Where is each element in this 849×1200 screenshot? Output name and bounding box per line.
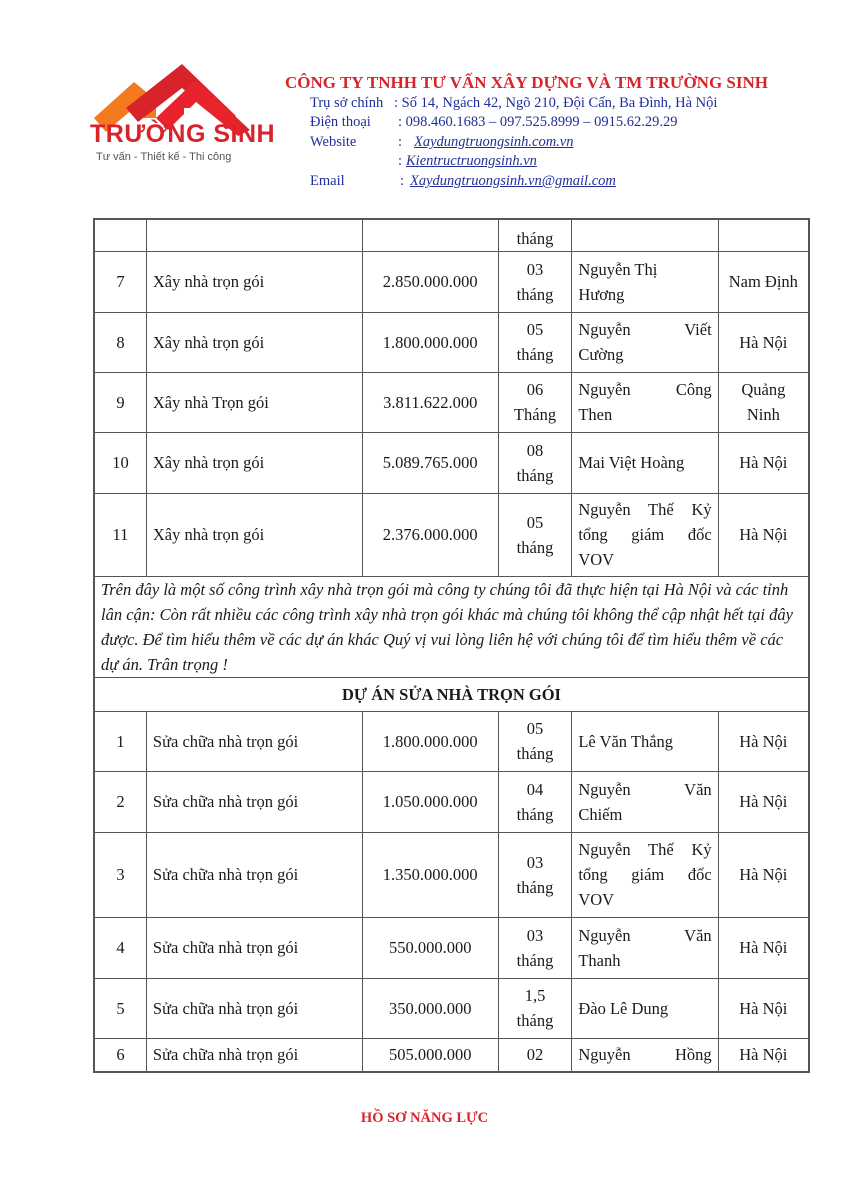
duration: 03 tháng [498,832,572,917]
table-row [94,493,809,576]
location: Hà Nội [718,312,809,372]
duration: 03 tháng [498,917,572,978]
row-number: 9 [94,372,146,432]
table-row [94,711,809,771]
duration: 08 tháng [498,432,572,493]
location: Hà Nội [718,493,809,576]
website-label: Website [310,134,357,150]
location: Quảng Ninh [718,372,809,432]
owner: Nguyễn Viết Cường [572,312,718,372]
row-number: 10 [94,432,146,493]
duration: 05 tháng [498,493,572,576]
owner: Đào Lê Dung [572,978,718,1038]
owner: Nguyễn Công Then [572,372,718,432]
owner: Nguyễn Thị Hương [572,251,718,312]
table-row [94,771,809,832]
owner: Nguyễn Thế Kỷ tổng giám đốc VOV [572,832,718,917]
project-value: 1.350.000.000 [362,832,498,917]
duration: 06 Tháng [498,372,572,432]
duration: 1,5 tháng [498,978,572,1038]
logo-tagline: Tư vấn - Thiết kế - Thi công [96,151,232,163]
row-number: 5 [94,978,146,1038]
owner: Nguyễn Văn Thanh [572,917,718,978]
table-row [94,1038,809,1072]
location: Hà Nội [718,771,809,832]
owner: Nguyễn Thế Kỷ tổng giám đốc VOV [572,493,718,576]
owner: Nguyễn Hồng [572,1038,718,1072]
project-name: Sửa chữa nhà trọn gói [146,917,362,978]
project-name: Sửa chữa nhà trọn gói [146,771,362,832]
location: Nam Định [718,251,809,312]
project-value: 1.800.000.000 [362,711,498,771]
duration: 04 tháng [498,771,572,832]
project-value: 2.376.000.000 [362,493,498,576]
table-row [94,372,809,432]
project-value: 350.000.000 [362,978,498,1038]
row-number: 1 [94,711,146,771]
location: Hà Nội [718,978,809,1038]
owner: Nguyễn Văn Chiếm [572,771,718,832]
location: Hà Nội [718,432,809,493]
table-row [94,978,809,1038]
office-address: : Số 14, Ngách 42, Ngõ 210, Đội Cấn, Ba Đình, Hà Nội [394,95,718,111]
project-name: Sửa chữa nhà trọn gói [146,711,362,771]
table-row [94,917,809,978]
project-value: 550.000.000 [362,917,498,978]
project-value: 3.811.622.000 [362,372,498,432]
table-row [94,251,809,312]
project-value: 5.089.765.000 [362,432,498,493]
project-name: Xây nhà Trọn gói [146,372,362,432]
duration: 03 tháng [498,251,572,312]
row-number: 7 [94,251,146,312]
project-value: 1.800.000.000 [362,312,498,372]
logo-name: TRƯỜNG SINH [90,120,276,148]
project-value: 1.050.000.000 [362,771,498,832]
website-link-1[interactable]: Xaydungtruongsinh.com.vn [414,134,574,150]
projects-table [93,218,810,1073]
row-number: 6 [94,1038,146,1072]
website-link-2[interactable]: Kientructruongsinh.vn [406,153,537,169]
time-unit: tháng [516,228,554,248]
location: Hà Nội [718,832,809,917]
table-row [94,312,809,372]
company-name: CÔNG TY TNHH TƯ VẤN XÂY DỰNG VÀ TM TRƯỜNG SINH [285,73,768,92]
duration: 02 [498,1038,572,1072]
row-number: 8 [94,312,146,372]
section-title: DỰ ÁN SỬA NHÀ TRỌN GÓI [94,677,809,711]
project-name: Sửa chữa nhà trọn gói [146,1038,362,1072]
project-name: Sửa chữa nhà trọn gói [146,832,362,917]
row-number: 4 [94,917,146,978]
office-label: Trụ sở chính [310,95,384,111]
footer-label: HỒ SƠ NĂNG LỰC [360,1110,489,1126]
duration: 05 tháng [498,312,572,372]
location: Hà Nội [718,711,809,771]
owner: Mai Việt Hoàng [572,432,718,493]
table-row [94,219,809,251]
project-name: Sửa chữa nhà trọn gói [146,978,362,1038]
phone-numbers: : 098.460.1683 – 097.525.8999 – 0915.62.29.29 [398,114,678,130]
project-value: 505.000.000 [362,1038,498,1072]
project-name: Xây nhà trọn gói [146,493,362,576]
website-colon: : [398,134,403,150]
phone-label: Điện thoại [310,114,371,130]
row-number: 2 [94,771,146,832]
row-number: 3 [94,832,146,917]
owner: Lê Văn Thắng [572,711,718,771]
email-label: Email [310,173,345,189]
website-colon-2: : [398,153,403,169]
project-value: 2.850.000.000 [362,251,498,312]
note-text: Trên đây là một số công trình xây nhà trọn gói mà công ty chúng tôi đã thực hiện tại Hà Nội và các tỉnh lân cận: Còn rất nhiều các công trình xây nhà trọn gói khác mà chúng tôi không thể cập nhật hết tại đây được. Để tìm hiểu thêm về các dự án khác Quý vị vui lòng liên hệ với chúng tôi để tìm hiểu thêm về các dự án. Trân trọng ! [94,576,809,677]
note-row [94,576,809,677]
email-colon: : [400,173,405,189]
project-name: Xây nhà trọn gói [146,312,362,372]
project-name: Xây nhà trọn gói [146,432,362,493]
email-link[interactable]: Xaydungtruongsinh.vn@gmail.com [410,173,616,189]
table-row [94,832,809,917]
location: Hà Nội [718,917,809,978]
duration: 05 tháng [498,711,572,771]
project-name: Xây nhà trọn gói [146,251,362,312]
table-row [94,432,809,493]
row-number: 11 [94,493,146,576]
location: Hà Nội [718,1038,809,1072]
section-row [94,677,809,711]
